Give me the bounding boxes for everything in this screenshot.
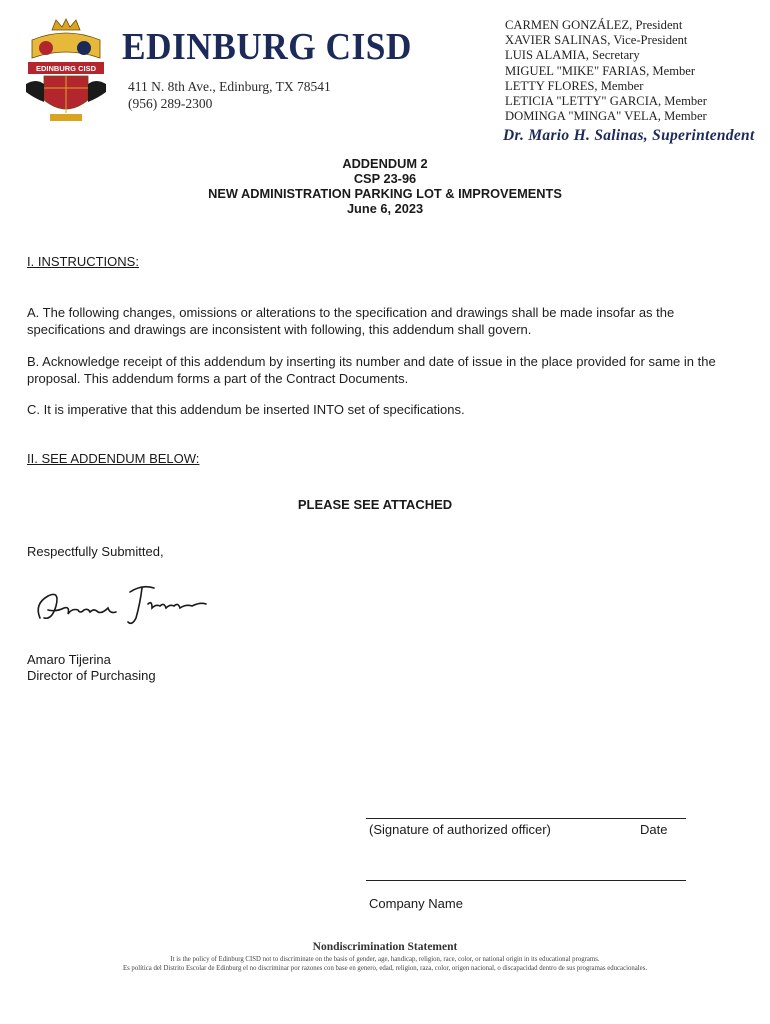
signer-title: Director of Purchasing: [27, 668, 156, 683]
logo-banner-text: EDINBURG CISD: [35, 64, 97, 73]
section-addendum-heading: II. SEE ADDENDUM BELOW:: [27, 451, 200, 466]
company-name-line[interactable]: [366, 880, 686, 881]
board-member: MIGUEL "MIKE" FARIAS, Member: [505, 63, 696, 78]
footer-title: Nondiscrimination Statement: [312, 941, 458, 953]
project-name: NEW ADMINISTRATION PARKING LOT & IMPROVEMENTS: [208, 186, 562, 201]
organization-name: EDINBURG CISD: [122, 26, 412, 68]
footer-english: It is the policy of Edinburg CISD not to discriminate on the basis of gender, age, handicap, religion, race, color, or national origin in its educational programs.: [170, 956, 600, 963]
signer-name: Amaro Tijerina: [27, 652, 111, 667]
section-instructions-heading: I. INSTRUCTIONS:: [27, 254, 139, 269]
phone-line: (956) 289-2300: [128, 96, 213, 111]
instruction-c: C. It is imperative that this addendum be inserted INTO set of specifications.: [27, 402, 465, 417]
board-member: CARMEN GONZÁLEZ, President: [505, 18, 683, 32]
signature-label: (Signature of authorized officer): [369, 822, 551, 837]
addendum-number: ADDENDUM 2: [342, 156, 428, 171]
handwritten-signature: [30, 574, 230, 634]
signer-block: [27, 652, 156, 684]
board-member: LETTY FLORES, Member: [505, 78, 644, 93]
organization-address: [128, 78, 331, 112]
board-member: DOMINGA "MINGA" VELA, Member: [505, 109, 707, 124]
please-see-attached: PLEASE SEE ATTACHED: [297, 497, 453, 512]
company-name-label: Company Name: [369, 896, 463, 911]
superintendent-name: Dr. Mario H. Salinas, Superintendent: [503, 127, 755, 144]
addendum-date: June 6, 2023: [346, 201, 424, 216]
footer-spanish: Es política del Distrito Escolar de Edinburg el no discriminar por razones con base en genero, edad, religion, raza, color, origen nacional, o discapacidad dentro de sus programas educacionales.: [122, 965, 648, 972]
closing-text: Respectfully Submitted,: [27, 544, 164, 559]
board-member: LETICIA "LETTY" GARCIA, Member: [505, 94, 707, 109]
addendum-title-block: [0, 156, 770, 216]
district-logo: [22, 18, 110, 122]
board-member: XAVIER SALINAS, Vice-President: [505, 33, 688, 48]
csp-number: CSP 23-96: [353, 171, 417, 186]
signature-line[interactable]: [366, 818, 686, 819]
nondiscrimination-footer: [0, 941, 770, 972]
instruction-b: B. Acknowledge receipt of this addendum by inserting its number and date of issue in the place provided for same in the proposal. This addendum forms a part of the Contract Documents.: [27, 354, 716, 386]
address-line: 411 N. 8th Ave., Edinburg, TX 78541: [128, 79, 331, 94]
board-members-list: [505, 18, 707, 124]
instruction-a: A. The following changes, omissions or alterations to the specification and drawings shall be made insofar as the specifications and drawings are inconsistent with following, this addendum shall govern.: [27, 305, 675, 337]
date-label: Date: [640, 822, 668, 837]
board-member: LUIS ALAMIA, Secretary: [505, 48, 640, 63]
